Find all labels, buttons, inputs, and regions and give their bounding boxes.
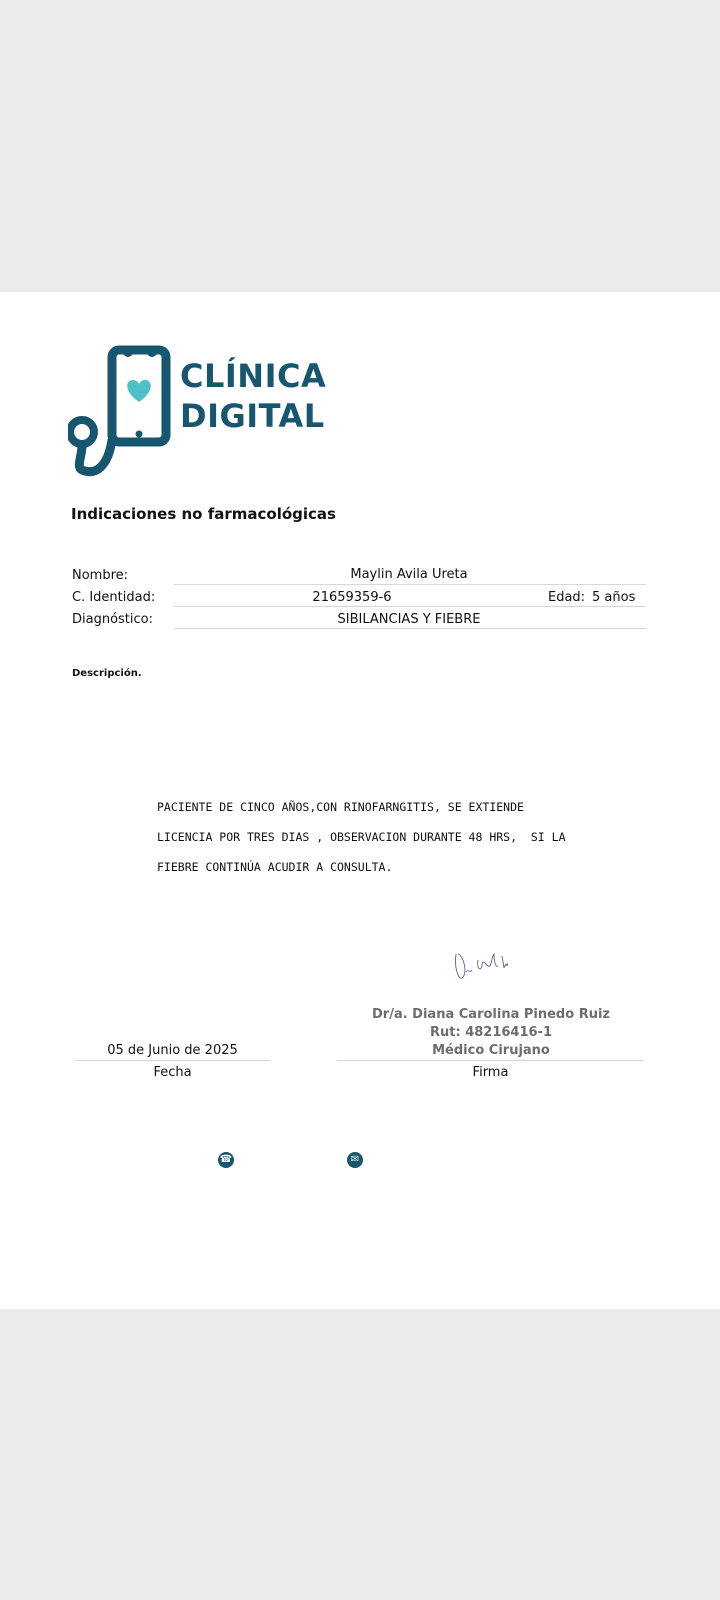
name-value: Maylin Avila Ureta [350, 567, 468, 582]
diagnosis-value: SIBILANCIAS Y FIEBRE [337, 612, 481, 627]
doctor-rut: Rut: 48216416-1 [429, 1025, 552, 1040]
date-value: 05 de Junio de 2025 [107, 1043, 238, 1058]
date-underline [75, 1060, 270, 1061]
description-body [157, 792, 627, 882]
age-value: 5 años [592, 590, 636, 605]
date-label: Fecha [153, 1065, 192, 1080]
doctor-title: Médico Cirujano [432, 1043, 550, 1058]
id-value: 21659359-6 [312, 590, 392, 605]
email-icon: ✉ [347, 1152, 363, 1168]
page-title: Indicaciones no farmacológicas [71, 505, 336, 523]
diagnosis-underline [174, 628, 646, 629]
description-line: PACIENTE DE CINCO AÑOS,CON RINOFARNGITIS, SE EXTIENDE [157, 800, 524, 814]
clinic-name [180, 356, 326, 436]
name-underline [174, 584, 646, 585]
name-label: Nombre: [72, 568, 129, 583]
doctor-name: Dr/a. Diana Carolina Pinedo Ruiz [372, 1007, 610, 1022]
document-page [0, 292, 720, 1309]
id-underline [174, 606, 646, 607]
id-label: C. Identidad: [72, 590, 156, 605]
description-line: LICENCIA POR TRES DIAS , OBSERVACION DURANTE 48 HRS, SI LA [157, 830, 566, 844]
doctor-block [336, 1006, 646, 1060]
clinic-name-line2: DIGITAL [180, 397, 325, 435]
description-line: FIEBRE CONTINÚA ACUDIR A CONSULTA. [157, 860, 393, 874]
age-label: Edad: [548, 590, 586, 605]
signature-label: Firma [472, 1065, 509, 1080]
signature-underline [337, 1060, 644, 1061]
clinic-logo [68, 344, 327, 484]
description-label: Descripción. [72, 668, 142, 679]
diagnosis-label: Diagnóstico: [72, 612, 153, 627]
phone-icon: ☎ [218, 1152, 234, 1168]
stethoscope-phone-heart-icon [68, 344, 178, 484]
clinic-name-line1: CLÍNICA [180, 357, 327, 395]
handwritten-signature [452, 948, 512, 984]
